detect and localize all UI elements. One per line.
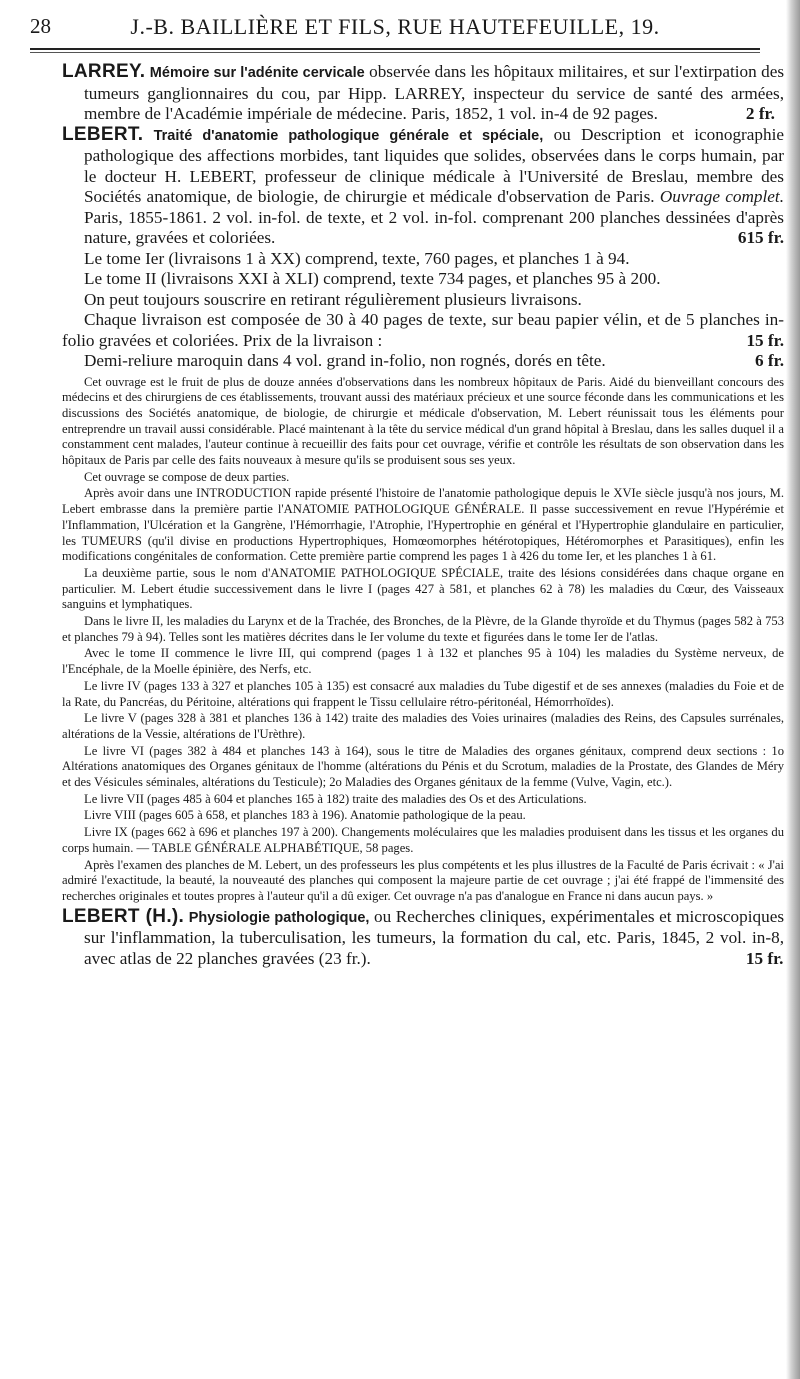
note-paragraph: Cet ouvrage est le fruit de plus de douze années d'observations dans les nombreux hôpitaux de Paris. Aidé du bienveillant concours des médecins et des chirurgiens de ces établissements, trouvant aussi des matériaux précieux et une source féconde dans les communications et les discussions des Sociétés anatomique, de biologie, de chirurgie et médicale d'observation, M. Lebert réunissait tous les éléments pour entreprendre un travail aussi considérable. Placé maintenant à la tête du service médical d'un grand hôpital à Breslau, dans les salles duquel il a constamment cent malades, l'auteur continue à recueillir des faits pour cet ouvrage, vérifie et contrôle les résultats de son observation dans les hôpitaux de Paris par celle des faits nouveaux à mesure qu'ils se produisent sous ses yeux. xyxy=(62,374,784,468)
book-title: Traité d'anatomie pathologique générale et spéciale, xyxy=(153,127,544,144)
entry-larrey xyxy=(62,62,784,125)
binding-paragraph xyxy=(62,351,784,372)
note-paragraph: Livre VIII (pages 605 à 658, et planches 183 à 196). Anatomie pathologique de la peau. xyxy=(84,808,526,823)
entry-larrey-text xyxy=(62,62,784,125)
page-edge-shadow xyxy=(786,0,800,1379)
book-description-2: Paris, 1855-1861. 2 vol. in-fol. de texte, et 2 vol. in-fol. comprenant 200 planches dessinées d'après nature, gravées et coloriées. xyxy=(84,207,784,247)
note-paragraph: La deuxième partie, sous le nom d'ANATOMIE PATHOLOGIQUE SPÉCIALE, traite des lésions considérées dans chaque organe en particulier. M. Lebert étudie successivement dans le livre I (pages 427 à 581, et planches 62 à 78) les maladies du Cœur, des Vaisseaux sanguins et lymphatiques. xyxy=(62,565,784,612)
note-paragraph: Le livre VI (pages 382 à 484 et planches 143 à 164), sous le titre de Maladies des organes génitaux, comprend deux sections : 1o Altérations anatomiques des Organes génitaux de l'homme (altérations du Pénis et du Scrotum, maladies de la Prostate, des Glandes de Méry et des Vésicules séminales, altérations du Testicule); 2o Maladies des Organes génitaux de la femme (Vulve, Vagin, etc.). xyxy=(62,743,784,790)
book-title: Physiologie pathologique, xyxy=(188,909,370,926)
page-number: 28 xyxy=(30,14,51,38)
price: 2 fr. xyxy=(745,104,775,123)
entry-lebert-traite xyxy=(62,125,784,372)
header-rule-thin xyxy=(30,52,760,53)
book-title: Mémoire sur l'adénite cervicale xyxy=(149,65,365,81)
note-paragraph: Le livre VII (pages 485 à 604 et planches 165 à 182) traite des maladies des Os et des Articulations. xyxy=(84,791,587,806)
running-head: J.-B. BAILLIÈRE ET FILS, RUE HAUTEFEUILLE, 19. xyxy=(130,14,660,39)
description-notes xyxy=(62,375,784,905)
entry-lebert-physiologie-text xyxy=(62,907,784,970)
book-description: ou Description et iconographie pathologique des affections morbides, tant liquides que solides, observées dans le corps humain, par le docteur H. LEBERT, professeur de clinique médicale à l'Université de Breslau, membre des Sociétés anatomique, de biologie, de chirurgie et médicale d'observation de Paris. xyxy=(84,124,784,206)
binding-text: Demi-reliure maroquin dans 4 vol. grand in-folio, non rognés, dorés en tête. xyxy=(84,351,606,370)
entry-lebert-physiologie xyxy=(62,907,784,970)
price: 615 fr. xyxy=(737,228,784,247)
volume-2-paragraph: Le tome II (livraisons XXI à XLI) comprend, texte 734 pages, et planches 95 à 200. xyxy=(84,269,661,288)
livraison-paragraph xyxy=(62,310,784,351)
author-name: LEBERT. xyxy=(62,123,144,145)
book-description: observée dans les hôpitaux militaires, et sur l'extirpation des tumeurs ganglionnaires du cou, par Hipp. LARREY, inspecteur du service de santé des armées, membre de l'Académie impériale de médecine. Paris, 1852, 1 vol. in-4 de 92 pages. xyxy=(84,62,785,123)
note-paragraph: Après l'examen des planches de M. Lebert, un des professeurs les plus compétents et les plus illustres de la Faculté de Paris écrivait : « J'ai admiré l'exactitude, la beauté, la nouveauté des planches qui composent la majeure partie de cet ouvrage ; j'ai été frappé de l'immensité des recherches originales et toutes propres à l'auteur qu'il a dû exiger. Cet ouvrage n'a pas d'analogue en France ni dans aucun pays. » xyxy=(62,857,784,903)
note-paragraph: Livre IX (pages 662 à 696 et planches 197 à 200). Changements moléculaires que les maladies produisent dans les tissus et les organes du corps humain. — TABLE GÉNÉRALE ALPHABÉTIQUE, 58 pages. xyxy=(62,825,784,855)
livraison-price: 15 fr. xyxy=(746,330,784,350)
book-description: ou Recherches cliniques, expérimentales et microscopiques sur l'inflammation, la tuberculisation, les tumeurs, la formation du cal, etc. Paris, 1845, 2 vol. in-8, avec atlas de 22 planches gravées (23 fr.). xyxy=(84,906,785,968)
binding-price: 6 fr. xyxy=(755,351,784,370)
entry-lebert-traite-text xyxy=(62,125,784,249)
header-rule xyxy=(30,48,760,50)
livraison-text: Chaque livraison est composée de 30 à 40 pages de texte, sur beau papier vélin, et de 5 planches in-folio gravées et coloriées. Prix de la livraison : xyxy=(62,310,784,350)
note-paragraph: Après avoir dans une INTRODUCTION rapide présenté l'histoire de l'anatomie pathologique depuis le XVIe siècle jusqu'à nos jours, M. Lebert embrasse dans la première partie l'ANATOMIE PATHOLOGIQUE GÉNÉRALE. Il passe successivement en revue l'Hypérémie et l'Inflammation, l'Ulcération et la Gangrène, l'Hémorrhagie, l'Atrophie, l'Hypertrophie en général et l'Hypertrophie glandulaire en particulier, les TUMEURS (qu'il divise en productions Hypertrophiques, Homœomorphes hétérotopiques, Hétéromorphes et Parasitiques), enfin les modifications congénitales de conformation. Cette première partie comprend les pages 1 à 426 du tome Ier, et les planches 1 à 61. xyxy=(62,486,784,564)
note-paragraph: Avec le tome II commence le livre III, qui comprend (pages 1 à 132 et planches 95 à 104) les maladies du Système nerveux, de l'Encéphale, de la Moelle épinière, des Nerfs, etc. xyxy=(62,646,784,677)
page-header xyxy=(30,14,760,44)
volume-1-paragraph: Le tome Ier (livraisons 1 à XX) comprend, texte, 760 pages, et planches 1 à 94. xyxy=(84,248,630,268)
note-paragraph: Le livre IV (pages 133 à 327 et planches 105 à 135) est consacré aux maladies du Tube digestif et de ses annexes (maladies du Foie et de la Rate, du Pancréas, du Péritoine, altérations qui frappent le Tissu cellulaire rétro-péritonéal, Hémorrhoïdes). xyxy=(62,678,784,709)
note-paragraph: Cet ouvrage se compose de deux parties. xyxy=(84,469,290,484)
author-name: LEBERT (H.). xyxy=(62,905,185,927)
complete-work-label: Ouvrage complet. xyxy=(659,187,784,206)
note-paragraph: Dans le livre II, les maladies du Larynx et de la Trachée, des Bronches, de la Plèvre, de la Glande thyroïde et du Thymus (pages 582 à 753 et planches 79 à 94). Telles sont les matières décrites dans le Ier volume du texte et figurées dans le tome Ier de l'atlas. xyxy=(62,614,784,644)
author-name: LARREY. xyxy=(62,61,146,82)
price: 15 fr. xyxy=(745,948,784,968)
note-paragraph: Le livre V (pages 328 à 381 et planches 136 à 142) traite des maladies des Voies urinaires (maladies des Reins, des Capsules surrénales, altérations de la Vessie, altérations de l'Urèthre). xyxy=(62,711,784,741)
catalog-content xyxy=(62,62,784,969)
subscription-paragraph: On peut toujours souscrire en retirant régulièrement plusieurs livraisons. xyxy=(84,289,582,309)
